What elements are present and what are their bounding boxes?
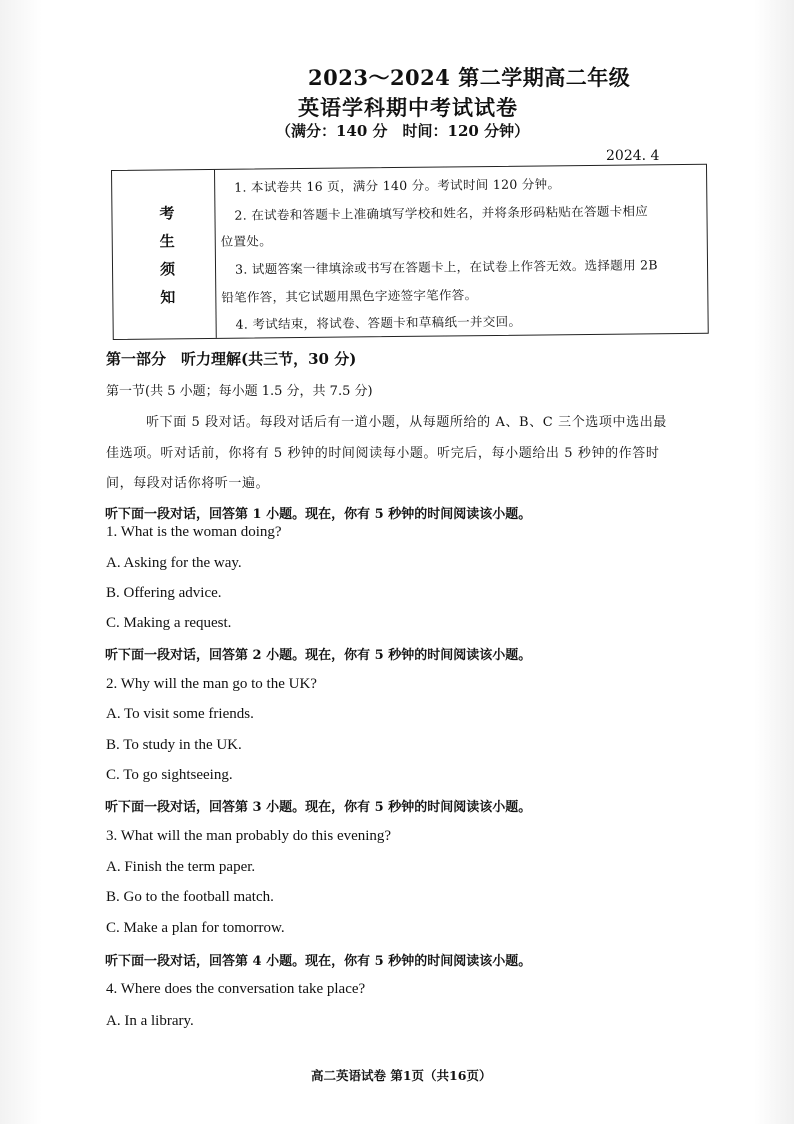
answer-option: C. Making a request.	[106, 615, 232, 631]
notice-label-char: 考	[159, 204, 175, 223]
exam-title-line1: 2023～2024 第二学期高二年级	[308, 65, 631, 90]
exam-subtitle: （满分：140 分 时间：120 分钟）	[276, 122, 530, 140]
part1-heading: 第一部分 听力理解(共三节，30 分)	[106, 350, 357, 368]
notice-item: 3. 试题答案一律填涂或书写在答题卡上，在试卷上作答无效。选择题用 2B	[234, 257, 658, 277]
exam-date: 2024. 4	[606, 148, 660, 164]
directions-line: 佳选项。听对话前，你将有 5 秒钟的时间阅读每小题。听完后，每小题给出 5 秒钟的作答时	[106, 446, 660, 461]
answer-option: A. To visit some friends.	[106, 706, 254, 722]
answer-option: B. Offering advice.	[106, 585, 222, 601]
notice-label-char: 知	[160, 288, 176, 307]
answer-option: B. To study in the UK.	[106, 737, 242, 753]
question-instruction: 听下面一段对话，回答第 3 小题。现在，你有 5 秒钟的时间阅读该小题。	[105, 800, 532, 815]
section1-heading: 第一节(共 5 小题；每小题 1.5 分，共 7.5 分)	[106, 384, 373, 399]
question-instruction: 听下面一段对话，回答第 4 小题。现在，你有 5 秒钟的时间阅读该小题。	[105, 954, 532, 969]
notice-item: 4. 考试结束，将试卷、答题卡和草稿纸一并交回。	[235, 313, 522, 332]
notice-item: 铅笔作答，其它试题用黑色字迹签字笔作答。	[221, 287, 478, 305]
answer-option: A. In a library.	[106, 1013, 194, 1029]
question-instruction: 听下面一段对话，回答第 1 小题。现在，你有 5 秒钟的时间阅读该小题。	[105, 507, 532, 522]
question-stem: 3. What will the man probably do this evening?	[106, 828, 392, 844]
exam-title-line2: 英语学科期中考试试卷	[298, 95, 518, 120]
answer-option: A. Asking for the way.	[106, 555, 242, 571]
question-stem: 2. Why will the man go to the UK?	[106, 676, 317, 692]
notice-label-char: 生	[159, 232, 175, 251]
scan-edge-right	[754, 0, 794, 1124]
notice-item: 2. 在试卷和答题卡上准确填写学校和姓名，并将条形码粘贴在答题卡相应	[234, 203, 649, 223]
notice-item: 位置处。	[220, 233, 273, 249]
notice-label-column	[112, 170, 217, 339]
question-stem: 1. What is the woman doing?	[106, 524, 282, 540]
question-instruction: 听下面一段对话，回答第 2 小题。现在，你有 5 秒钟的时间阅读该小题。	[105, 648, 532, 663]
answer-option: A. Finish the term paper.	[106, 859, 256, 875]
page-footer: 高二英语试卷 第1页（共16页）	[311, 1068, 492, 1083]
answer-option: C. To go sightseeing.	[106, 767, 233, 783]
candidate-notice-box	[111, 164, 709, 340]
question-stem: 4. Where does the conversation take place?	[106, 981, 366, 997]
notice-item: 1. 本试卷共 16 页，满分 140 分。考试时间 120 分钟。	[234, 176, 561, 195]
answer-option: C. Make a plan for tomorrow.	[106, 920, 285, 936]
directions-line: 听下面 5 段对话。每段对话后有一道小题，从每题所给的 A、B、C 三个选项中选出最	[146, 415, 667, 430]
notice-label-char: 须	[159, 260, 176, 279]
scan-edge-left	[0, 0, 42, 1124]
answer-option: B. Go to the football match.	[106, 889, 274, 905]
directions-line: 间，每段对话你将听一遍。	[106, 476, 270, 491]
